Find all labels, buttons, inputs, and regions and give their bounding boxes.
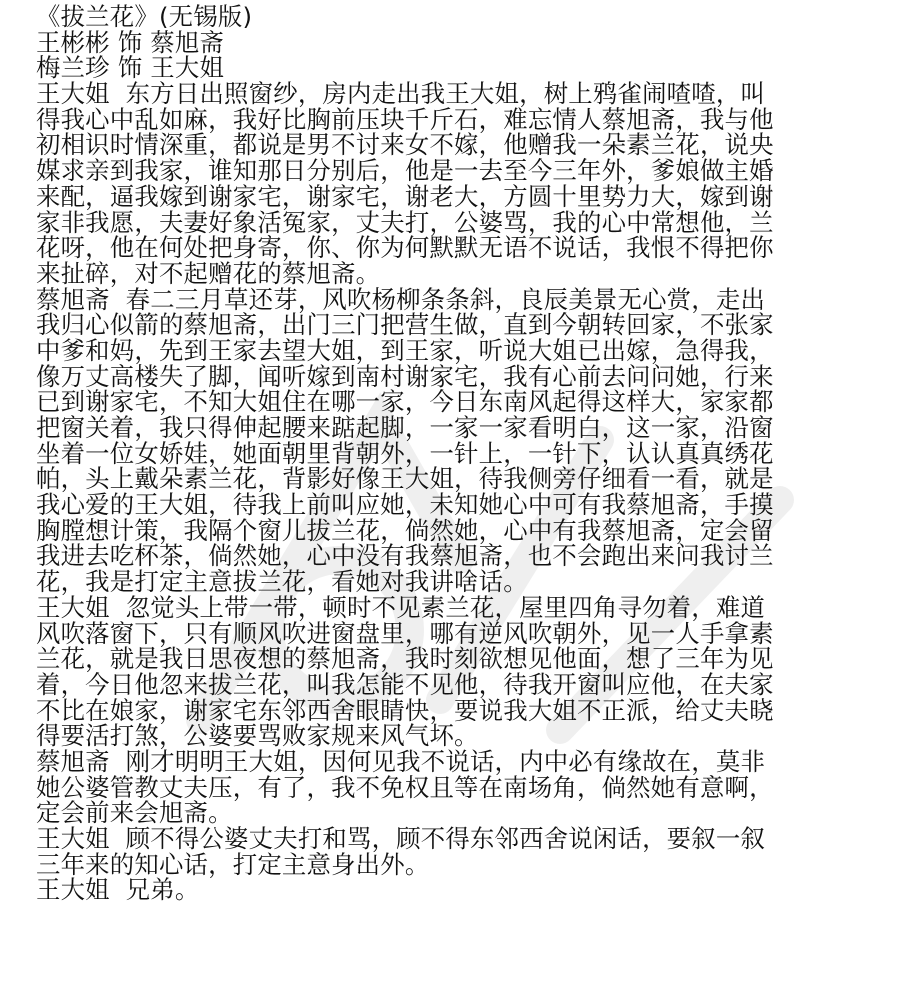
lyric-line: 初相识时情深重，都说是男不讨来女不嫁，他赠我一朵素兰花，说央	[36, 130, 774, 160]
lyric-line: 王大姐 忽觉头上带一带，顿时不见素兰花，屋里四角寻勿着，难道	[36, 592, 766, 622]
lyric-line: 中爹和妈，先到王家去望大姐，到王家，听说大姐已出嫁，急得我，	[36, 335, 774, 365]
lyric-line: 坐着一位女娇娃，她面朝里背朝外，一针上，一针下，认认真真绣花	[36, 438, 774, 468]
lyric-line: 像万丈高楼失了脚，闻听嫁到南村谢家宅，我有心前去问问她，行来	[36, 361, 774, 391]
document-title: 《拔兰花》(无锡版)	[36, 2, 253, 31]
lyric-line: 我心爱的王大姐，待我上前叫应她，未知她心中可有我蔡旭斋，手摸	[36, 490, 774, 520]
lyric-line: 来扯碎，对不起赠花的蔡旭斋。	[36, 258, 381, 288]
lyric-line: 胸膛想计策，我隔个窗儿拔兰花，倘然她，心中有我蔡旭斋，定会留	[36, 515, 774, 545]
lyric-line: 把窗关着，我只得伸起腰来踮起脚，一家一家看明白，这一家，沿窗	[36, 413, 774, 442]
lyric-line: 她公婆管教丈夫压，有了，我不免权且等在南场角，倘然她有意啊，	[36, 772, 774, 802]
lyric-line: 定会前来会旭斋。	[36, 798, 233, 828]
lyric-line: 蔡旭斋 刚才明明王大姐，因何见我不说话，内中必有缘故在，莫非	[36, 746, 766, 776]
lyric-line: 王大姐 兄弟。	[36, 875, 200, 905]
lyric-line: 我归心似箭的蔡旭斋，出门三门把营生做，直到今朝转回家，不张家	[36, 310, 774, 340]
lyric-line: 兰花，就是我日思夜想的蔡旭斋，我时刻欲想见他面，想了三年为见	[36, 644, 774, 674]
lyric-line: 来配，逼我嫁到谢家宅，谢家宅，谢老大，方圆十里势力大，嫁到谢	[36, 181, 774, 211]
lyric-line: 帕，头上戴朵素兰花，背影好像王大姐，待我侧旁仔细看一看，就是	[36, 464, 774, 494]
cast-line: 王彬彬 饰 蔡旭斋	[36, 27, 225, 57]
lyric-line: 媒求亲到我家，谁知那日分别后，他是一去至今三年外，爹娘做主婚	[36, 156, 774, 186]
lyric-line: 王大姐 顾不得公婆丈夫打和骂，顾不得东邻西舍说闲话，要叙一叙	[36, 824, 766, 853]
lyric-line: 三年来的知心话，打定主意身出外。	[36, 849, 430, 879]
lyric-line: 已到谢家宅，不知大姐住在哪一家，今日东南风起得这样大，家家都	[36, 387, 774, 417]
lyric-line: 王大姐 东方日出照窗纱，房内走出我王大姐，树上鸦雀闹喳喳，叫	[36, 79, 766, 109]
lyric-line: 着，今日他忽来拔兰花，叫我怎能不见他，待我开窗叫应他，在夫家	[36, 669, 774, 699]
lyrics-body	[36, 81, 876, 903]
lyric-line: 风吹落窗下，只有顺风吹进窗盘里，哪有逆风吹朝外，见一人手拿素	[36, 618, 774, 648]
lyric-line: 得要活打煞，公婆要骂败家规来风气坏。	[36, 721, 479, 751]
lyric-line: 得我心中乱如麻，我好比胸前压块千斤石，难忘情人蔡旭斋，我与他	[36, 104, 774, 134]
cast-line: 梅兰珍 饰 王大姐	[36, 53, 225, 83]
lyric-line: 我进去吃杯茶，倘然她，心中没有我蔡旭斋，也不会跑出来问我讨兰	[36, 541, 774, 571]
document-page	[36, 4, 876, 903]
lyric-line: 花，我是打定主意拔兰花，看她对我讲啥话。	[36, 567, 528, 597]
lyric-line: 不比在娘家，谢家宅东邻西舍眼睛快，要说我大姐不正派，给丈夫晓	[36, 695, 774, 725]
lyric-line: 蔡旭斋 春二三月草还芽，风吹杨柳条条斜，良辰美景无心赏，走出	[36, 284, 766, 314]
lyric-line: 花呀，他在何处把身寄，你、你为何默默无语不说话，我恨不得把你	[36, 233, 774, 263]
lyric-line: 家非我愿，夫妻好象活冤家，丈夫打，公婆骂，我的心中常想他，兰	[36, 207, 774, 237]
